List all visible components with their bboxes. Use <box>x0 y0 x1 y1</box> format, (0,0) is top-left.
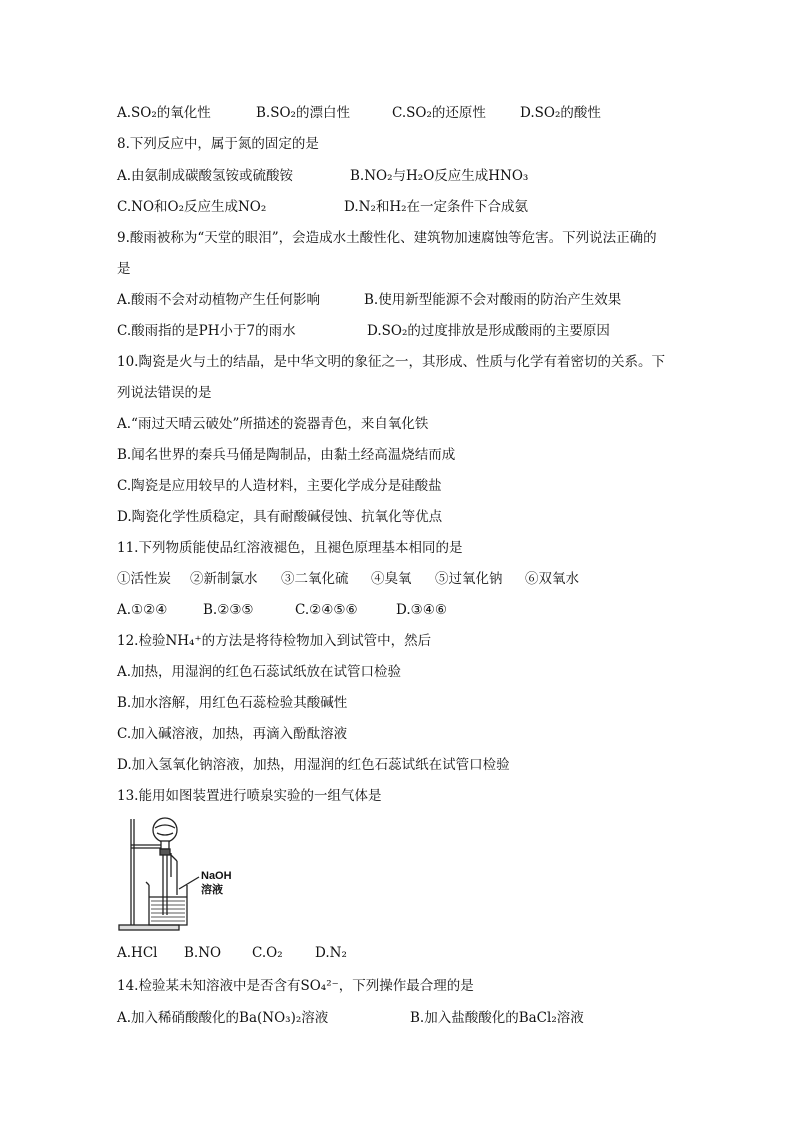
figure-label-solution: 溶液 <box>201 883 223 896</box>
q13-option-d: D.N₂ <box>315 945 347 961</box>
q14-option-b: B.加入盐酸酸化的BaCl₂溶液 <box>410 1010 584 1026</box>
q8-stem: 8.下列反应中，属于氮的固定的是 <box>117 136 319 152</box>
q11-substance-5: ⑤过氧化钠 <box>435 571 503 587</box>
q10-option-c: C.陶瓷是应用较早的人造材料，主要化学成分是硅酸盐 <box>117 478 442 494</box>
q9-option-b: B.使用新型能源不会对酸雨的防治产生效果 <box>364 292 622 308</box>
figure-label-naoh: NaOH <box>201 870 232 882</box>
q9-option-a: A.酸雨不会对动植物产生任何影响 <box>117 292 321 308</box>
q10-option-a: A.“雨过天晴云破处”所描述的瓷器青色，来自氧化铁 <box>117 416 429 432</box>
q11-substance-2: ②新制氯水 <box>190 571 258 587</box>
q9-stem-line1: 9.酸雨被称为“天堂的眼泪”，会造成水土酸性化、建筑物加速腐蚀等危害。下列说法正确的 <box>117 230 657 246</box>
q14-stem: 14.检验某未知溶液中是否含有SO₄²⁻，下列操作最合理的是 <box>117 978 474 994</box>
q7-option-c: C.SO₂的还原性 <box>392 105 486 121</box>
q12-option-c: C.加入碱溶液，加热，再滴入酚酞溶液 <box>117 726 348 742</box>
q13-option-a: A.HCl <box>117 945 158 961</box>
q13-option-b: B.NO <box>184 945 222 961</box>
q7-option-d: D.SO₂的酸性 <box>520 105 601 121</box>
q11-substance-6: ⑥双氧水 <box>525 571 579 587</box>
q13-stem: 13.能用如图装置进行喷泉实验的一组气体是 <box>117 788 382 804</box>
q7-option-a: A.SO₂的氧化性 <box>117 105 211 121</box>
q12-option-a: A.加热，用湿润的红色石蕊试纸放在试管口检验 <box>117 664 402 680</box>
q9-option-d: D.SO₂的过度排放是形成酸雨的主要原因 <box>367 323 610 339</box>
q11-substance-4: ④臭氧 <box>371 571 412 587</box>
q9-option-c: C.酸雨指的是PH小于7的雨水 <box>117 323 296 339</box>
fountain-apparatus-figure <box>117 815 257 935</box>
q12-option-d: D.加入氢氧化钠溶液，加热，用湿润的红色石蕊试纸在试管口检验 <box>117 757 510 773</box>
q14-option-a: A.加入稀硝酸酸化的Ba(NO₃)₂溶液 <box>117 1010 329 1026</box>
q11-option-a: A.①②④ <box>117 602 168 618</box>
q11-stem: 11.下列物质能使品红溶液褪色，且褪色原理基本相同的是 <box>117 540 463 556</box>
q12-stem: 12.检验NH₄⁺的方法是将待检物加入到试管中，然后 <box>117 633 432 649</box>
q10-option-b: B.闻名世界的秦兵马俑是陶制品，由黏土经高温烧结而成 <box>117 447 456 463</box>
q10-option-d: D.陶瓷化学性质稳定，具有耐酸碱侵蚀、抗氧化等优点 <box>117 509 443 525</box>
q11-substance-1: ①活性炭 <box>117 571 171 587</box>
q13-option-c: C.O₂ <box>252 945 283 961</box>
q11-option-c: C.②④⑤⑥ <box>295 602 358 618</box>
q7-option-b: B.SO₂的漂白性 <box>256 105 350 121</box>
q8-option-a: A.由氨制成碳酸氢铵或硫酸铵 <box>117 168 294 184</box>
q11-substance-3: ③二氧化硫 <box>281 571 349 587</box>
q11-option-b: B.②③⑤ <box>203 602 254 618</box>
q8-option-b: B.NO₂与H₂O反应生成HNO₃ <box>350 168 529 184</box>
q8-option-c: C.NO和O₂反应生成NO₂ <box>117 199 267 215</box>
q12-option-b: B.加水溶解，用红色石蕊检验其酸碱性 <box>117 695 348 711</box>
q10-stem-line2: 列说法错误的是 <box>117 385 212 401</box>
q8-option-d: D.N₂和H₂在一定条件下合成氨 <box>344 199 529 215</box>
q10-stem-line1: 10.陶瓷是火与土的结晶，是中华文明的象征之一，其形成、性质与化学有着密切的关系。下 <box>117 354 665 370</box>
q9-stem-line2: 是 <box>117 261 131 277</box>
q11-option-d: D.③④⑥ <box>396 602 447 618</box>
